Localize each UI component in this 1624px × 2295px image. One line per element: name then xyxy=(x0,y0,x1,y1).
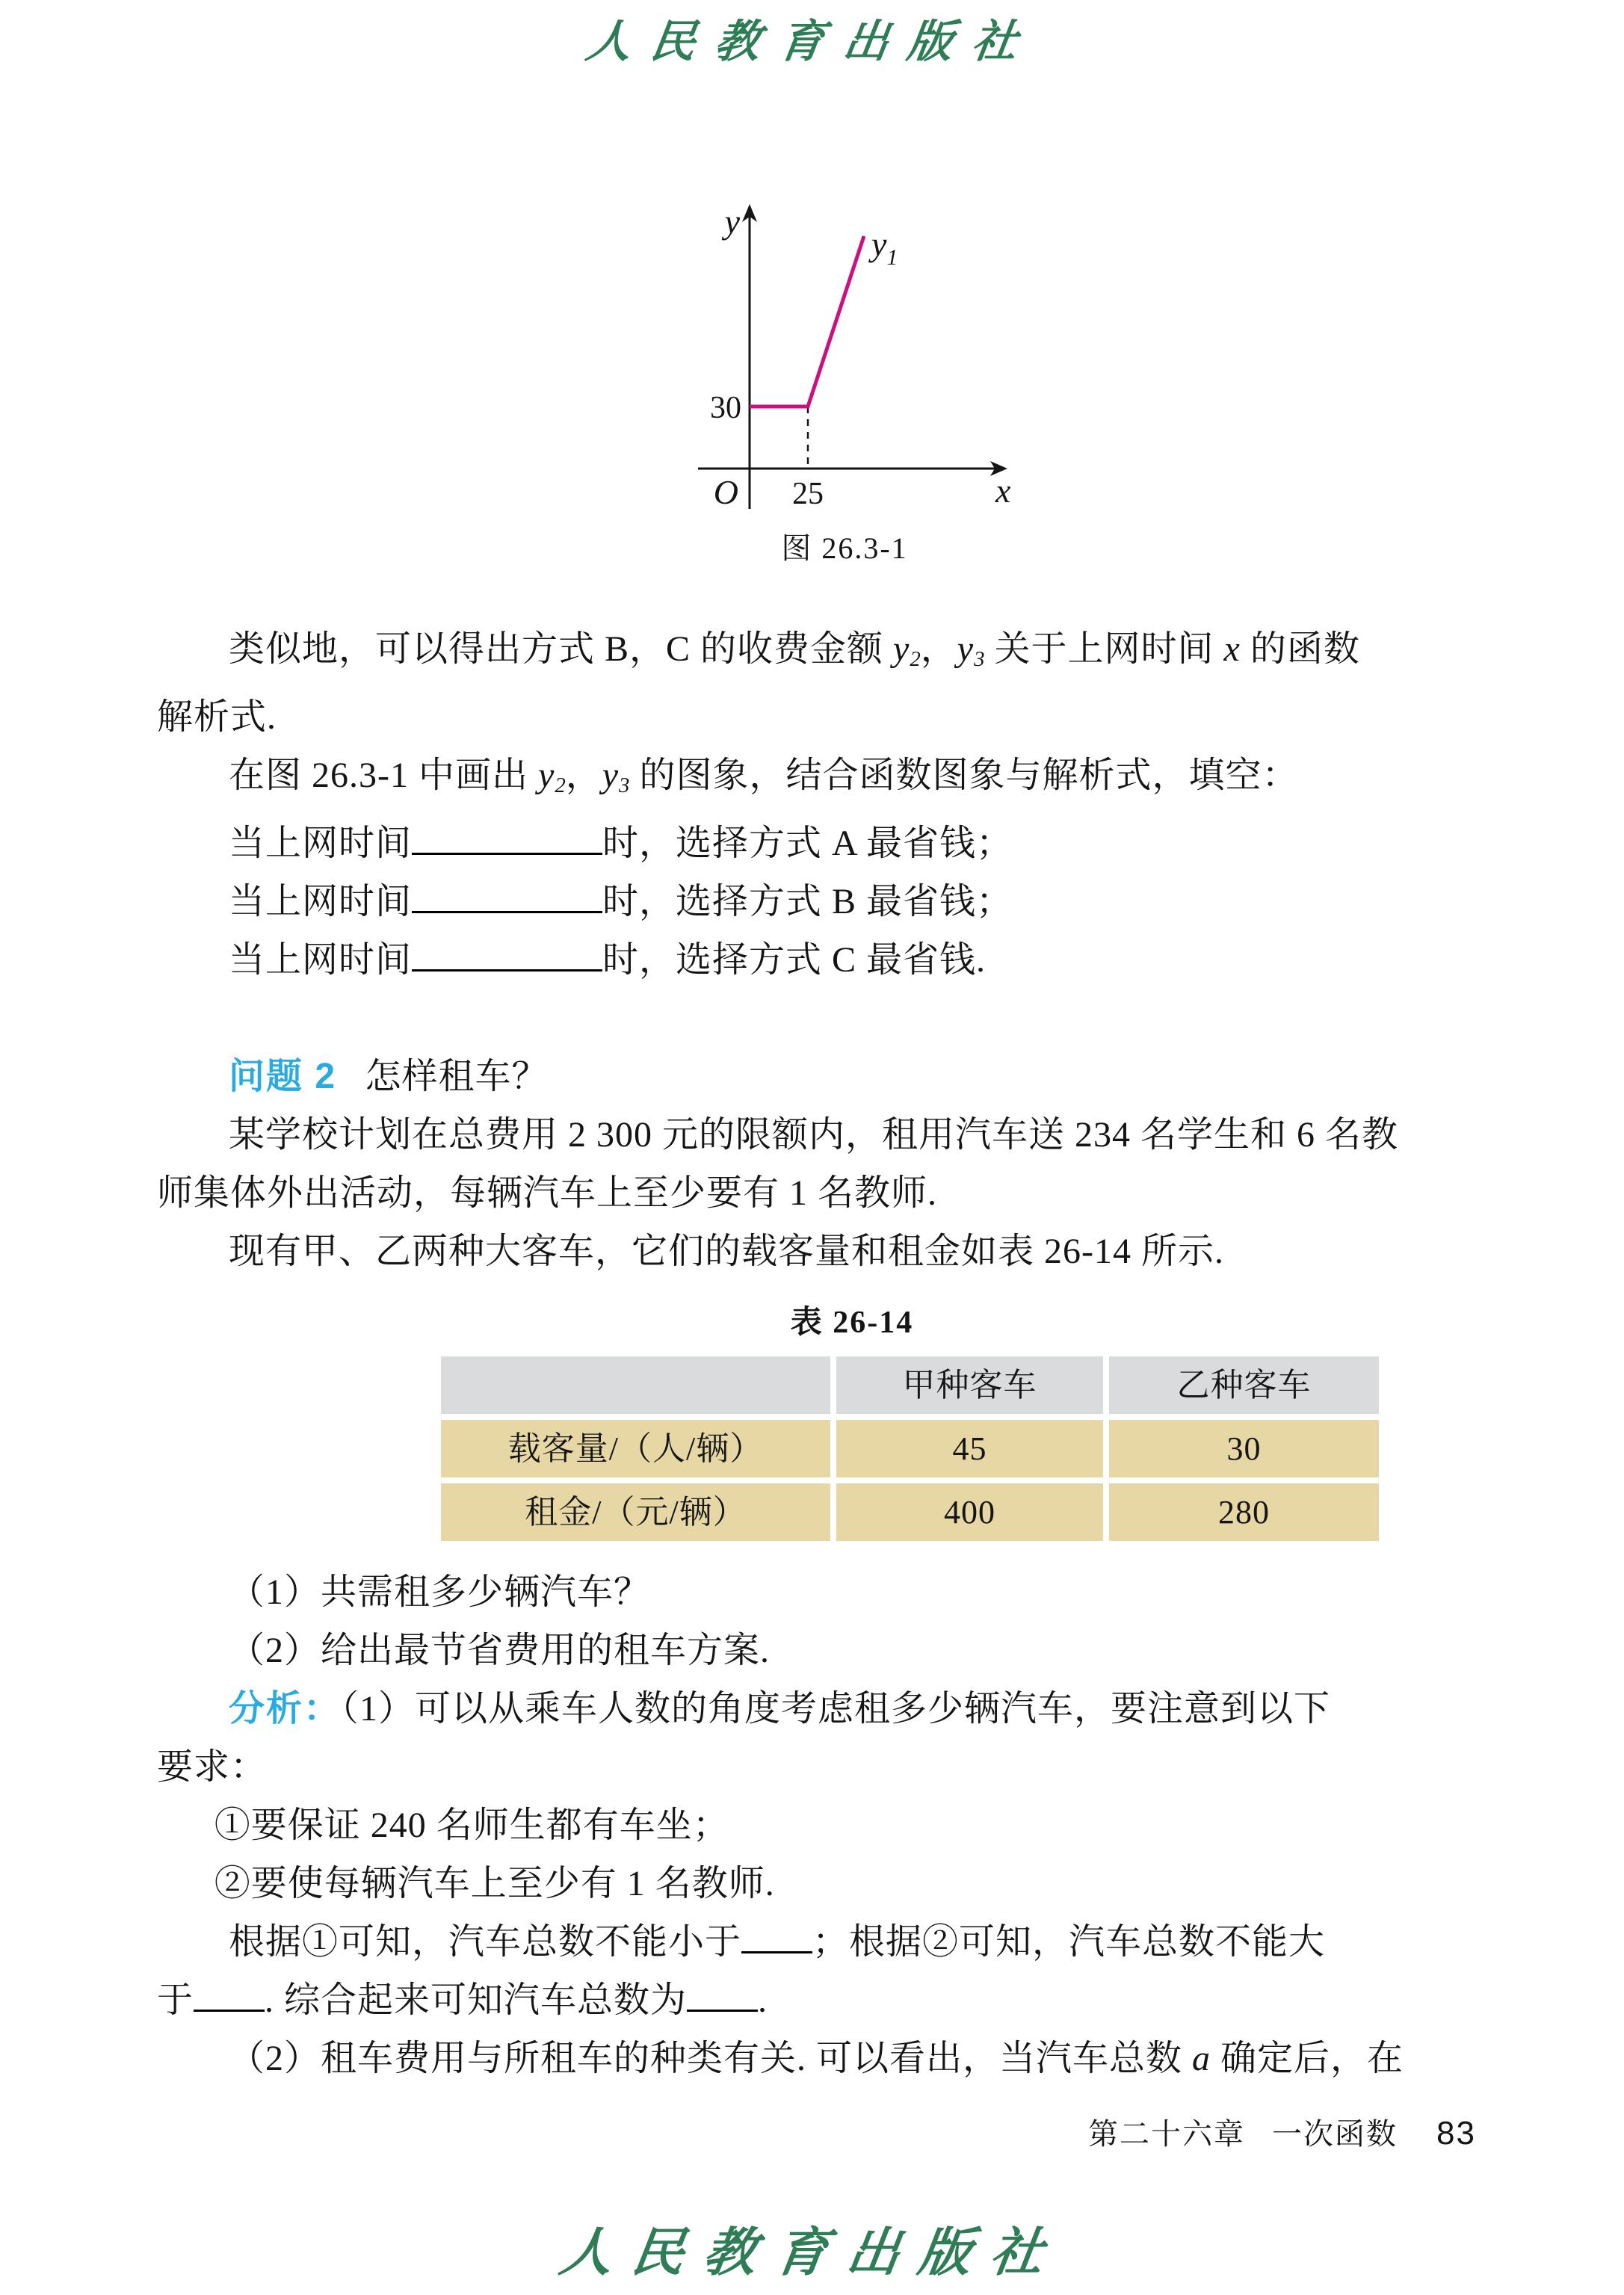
var-x: x xyxy=(1223,629,1241,669)
x-axis-label: x xyxy=(995,472,1011,510)
figure-26-3-1 xyxy=(650,200,1039,567)
y-axis-label: y xyxy=(724,203,740,241)
fill-blank xyxy=(194,1977,265,2012)
fill-blank xyxy=(412,936,602,972)
paragraph-deduction: 根据①可知，汽车总数不能小于 ；根据②可知，汽车总数不能大 于 . 综合起来可知汽车总数为 . xyxy=(157,1913,1547,2030)
paragraph-cost-depends: （2）租车费用与所租车的种类有关. 可以看出，当汽车总数 a 确定后，在 xyxy=(229,2039,1404,2079)
question-2: （2）给出最节省费用的租车方案. xyxy=(229,1631,771,1671)
paragraph-similarly: 类似地，可以得出方式 B，C 的收费金额 $y_2$，$y_3$ 关于上网时间 x 的函数 解析式. xyxy=(157,629,1360,738)
y-tick-30: 30 xyxy=(710,391,741,425)
fill-blank xyxy=(412,878,602,913)
footer-section: 一次函数 xyxy=(1272,2117,1398,2151)
table-cell: 45 xyxy=(836,1420,1103,1477)
x-tick-25: 25 xyxy=(792,477,824,511)
var-a: a xyxy=(1192,2039,1211,2079)
y1-series-label: $y_1$ xyxy=(871,225,898,270)
fill-blank xyxy=(412,820,602,855)
fill-blank-line-c: 当上网时间 时，选择方式 C 最省钱. xyxy=(157,931,1547,989)
paragraph-school-plan: 某学校计划在总费用 2 300 元的限额内，租用汽车送 234 名学生和 6 名教 师集体外出活动，每辆汽车上至少要有 1 名教师. xyxy=(157,1115,1399,1214)
var-y2: $y_2$ xyxy=(893,629,921,672)
main-text-column xyxy=(157,620,1547,2088)
rent-table xyxy=(441,1356,1379,1541)
table-header-blank xyxy=(441,1356,830,1414)
paragraph-two-bus-types: 现有甲、乙两种大客车，它们的载客量和租金如表 26-14 所示. xyxy=(229,1232,1224,1272)
footer-chapter: 第二十六章 xyxy=(1088,2117,1246,2151)
var-y2: $y_2$ xyxy=(538,756,566,798)
analysis-paragraph: 分析：（1）可以从乘车人数的角度考虑租多少辆汽车，要注意到以下 要求： xyxy=(157,1689,1331,1788)
page-number: 83 xyxy=(1436,2115,1476,2152)
requirement-1: ①要保证 240 名师生都有车坐； xyxy=(214,1806,729,1846)
table-row-label: 租金/（元/辆） xyxy=(441,1483,830,1541)
publisher-logo-bottom: 人民教育出版社 xyxy=(555,2221,1067,2283)
page-footer xyxy=(1088,2110,1476,2153)
problem2-title: 怎样租车？ xyxy=(365,1057,549,1097)
origin-label: O xyxy=(713,473,738,511)
fill-blank-line-a: 当上网时间 时，选择方式 A 最省钱； xyxy=(157,815,1547,873)
table-header-jia: 甲种客车 xyxy=(836,1356,1103,1414)
piecewise-graph xyxy=(650,200,1039,522)
figure-caption: 图 26.3-1 xyxy=(781,531,908,565)
question-1: （1）共需租多少辆汽车？ xyxy=(229,1572,651,1613)
table-row-label: 载客量/（人/辆） xyxy=(441,1420,830,1477)
table-header-yi: 乙种客车 xyxy=(1109,1356,1379,1414)
problem2-label: 问题 2 xyxy=(229,1057,337,1097)
requirement-2: ②要使每辆汽车上至少有 1 名教师. xyxy=(214,1864,775,1904)
table-cell: 400 xyxy=(836,1483,1103,1541)
fill-blank-line-b: 当上网时间 时，选择方式 B 最省钱； xyxy=(157,873,1547,931)
paragraph-draw-graphs: 在图 26.3-1 中画出 $y_2$，$y_3$ 的图象，结合函数图象与解析式，填空： xyxy=(229,756,1299,798)
fill-blank xyxy=(687,1977,758,2012)
table-cell: 280 xyxy=(1109,1483,1379,1541)
var-y3: $y_3$ xyxy=(957,629,985,672)
table-title: 表 26-14 xyxy=(790,1306,914,1341)
table-cell: 30 xyxy=(1109,1420,1379,1477)
analysis-label: 分析： xyxy=(229,1689,342,1729)
var-y3: $y_3$ xyxy=(602,756,630,798)
problem2-heading xyxy=(157,1048,1547,1106)
y1-curve xyxy=(750,236,864,407)
fill-blank xyxy=(741,1918,812,1953)
publisher-logo-top: 人民教育出版社 xyxy=(582,16,1040,68)
